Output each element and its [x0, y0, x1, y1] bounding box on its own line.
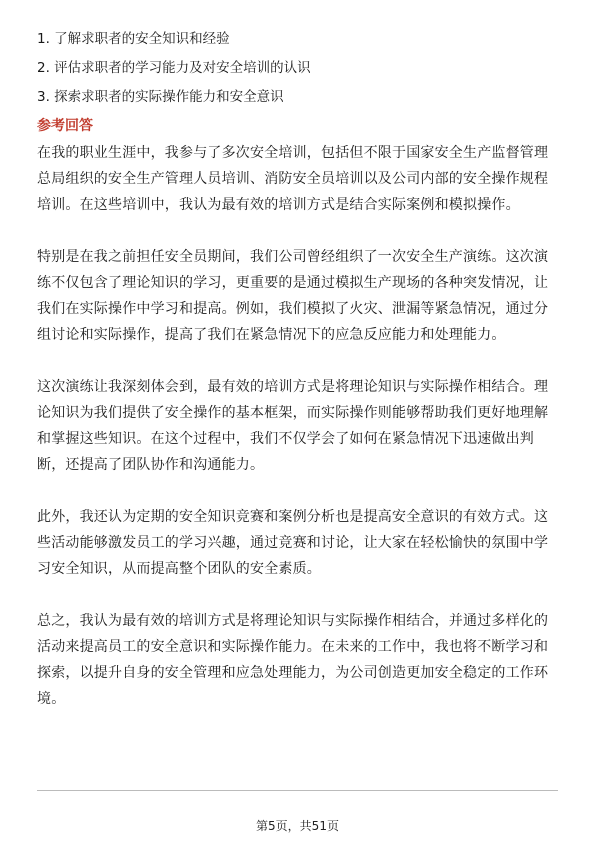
answer-heading: 参考回答 [37, 118, 93, 134]
answer-paragraph-2: 特别是在我之前担任安全员期间，我们公司曾经组织了一次安全生产演练。这次演练不仅包含了理论知识的学习，更重要的是通过模拟生产现场的各种突发情况，让我们在实际操作中学习和提高。例如，我们模拟了火灾、泄漏等紧急情况，通过分组讨论和实际操作，提高了我们在紧急情况下的应急反应能力和处理能力。 [37, 249, 549, 343]
page-number: 第5页，共51页 [256, 819, 339, 833]
footer-divider [37, 790, 558, 791]
answer-paragraph-4: 此外，我还认为定期的安全知识竞赛和案例分析也是提高安全意识的有效方式。这些活动能够激发员工的学习兴趣，通过竞赛和讨论，让大家在轻松愉快的氛围中学习安全知识，从而提高整个团队的安全素质。 [37, 509, 549, 577]
answer-paragraph-3: 这次演练让我深刻体会到，最有效的培训方式是将理论知识与实际操作相结合。理论知识为我们提供了安全操作的基本框架，而实际操作则能够帮助我们更好地理解和掌握这些知识。在这个过程中，我们不仅学会了如何在紧急情况下迅速做出判断，还提高了团队协作和沟通能力。 [37, 379, 549, 473]
page-content [37, 30, 560, 738]
answer-paragraph-5: 总之，我认为最有效的培训方式是将理论知识与实际操作相结合，并通过多样化的活动来提高员工的安全意识和实际操作能力。在未来的工作中，我也将不断学习和探索，以提升自身的安全管理和应急处理能力，为公司创造更加安全稳定的工作环境。 [37, 613, 549, 707]
answer-paragraph-1: 在我的职业生涯中，我参与了多次安全培训，包括但不限于国家安全生产监督管理总局组织的安全生产管理人员培训、消防安全员培训以及公司内部的安全操作规程培训。在这些培训中，我认为最有效的培训方式是结合实际案例和模拟操作。 [37, 145, 549, 213]
objective-item-1: 1. 了解求职者的安全知识和经验 [37, 31, 230, 47]
objective-item-3: 3. 探索求职者的实际操作能力和安全意识 [37, 89, 284, 105]
objective-item-2: 2. 评估求职者的学习能力及对安全培训的认识 [37, 60, 311, 76]
